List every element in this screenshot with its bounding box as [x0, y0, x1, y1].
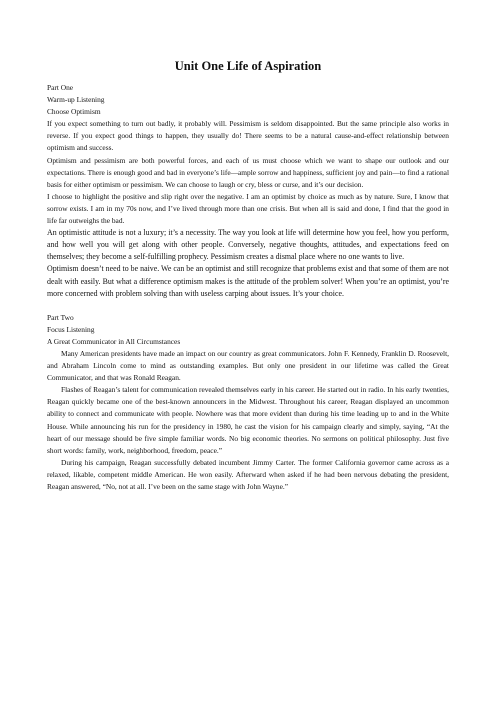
part-one-section: Warm-up Listening [47, 95, 105, 105]
part-one-paragraph: I choose to highlight the positive and slip right over the negative. I am an optimist by choice as much as by nature. Sure, I know that sorrow exists. I am in my 70s now, and I’ve lived through more than one crisis. But when all is said and done, I find that the good in life far outweighs the bad. [47, 191, 449, 226]
part-two-heading: A Great Communicator in All Circumstances [47, 336, 181, 346]
part-two-paragraph: During his campaign, Reagan successfully debated incumbent Jimmy Carter. The former California governor came across as a relaxed, likable, competent middle American. He won easily. Afterward when asked if he had been nervous debating the president, Reagan answered, “No, not at all. I’ve been on the same stage with John Wayne.” [47, 457, 449, 491]
document-page [47, 58, 449, 493]
part-one-paragraph: Optimism doesn’t need to be naive. We can be an optimist and still recognize that problems exist and that some of them are not dealt with easily. But what a difference optimism makes is the attitude of the problem solver! When you’re an optimist, you’re more concerned with problem solving than with useless carping about issues. It’s your choice. [47, 264, 449, 298]
part-one-paragraph: An optimistic attitude is not a luxury; it’s a necessity. The way you look at life will determine how you feel, how you perform, and how well you will get along with other people. Conversely, negative thoughts, attitudes, and expectations feed on themselves; they become a self-fulfilling prophecy. Pessimism creates a dismal place where no one wants to live. [47, 228, 449, 262]
part-two-section: Focus Listening [47, 324, 95, 334]
part-two-label: Part Two [47, 312, 74, 322]
section-gap [47, 300, 449, 312]
part-two-paragraph: Flashes of Reagan’s talent for communication revealed themselves early in his career. He started out in radio. In his early twenties, Reagan quickly became one of the best-known announcers in the Midwest. Throughout his career, Reagan displayed an uncommon ability to connect and communicate with people. Nowhere was that more evident than during his time leading up to and in the White House. While announcing his run for the presidency in 1980, he cast the vision for his campaign clearly and simply, saying, “At the heart of our message should be five simple familiar words. No big economic theories. No sermons on political philosophy. Just five short words: family, work, neighborhood, freedom, peace.” [47, 385, 449, 455]
document-title: Unit One Life of Aspiration [174, 59, 322, 73]
part-one-paragraph: Optimism and pessimism are both powerful forces, and each of us must choose which we want to shape our outlook and our expectations. There is enough good and bad in everyone’s life—ample sorrow and happiness, sufficient joy and pain—to find a rational basis for either optimism or pessimism. We can choose to laugh or cry, bless or curse, and it’s our decision. [47, 155, 449, 189]
part-one-paragraph: If you expect something to turn out badly, it probably will. Pessimism is seldom disappointed. But the same principle also works in reverse. If you expect good things to happen, they usually do! There seems to be a natural cause-and-effect relationship between optimism and success. [47, 119, 449, 153]
part-two-paragraph: Many American presidents have made an impact on our country as great communicators. John F. Kennedy, Franklin D. Roosevelt, and Abraham Lincoln come to mind as outstanding examples. But only one president in our lifetime was called the Great Communicator, and that was Ronald Reagan. [47, 348, 449, 383]
part-one-heading: Choose Optimism [47, 107, 101, 117]
part-one-label: Part One [47, 83, 74, 92]
